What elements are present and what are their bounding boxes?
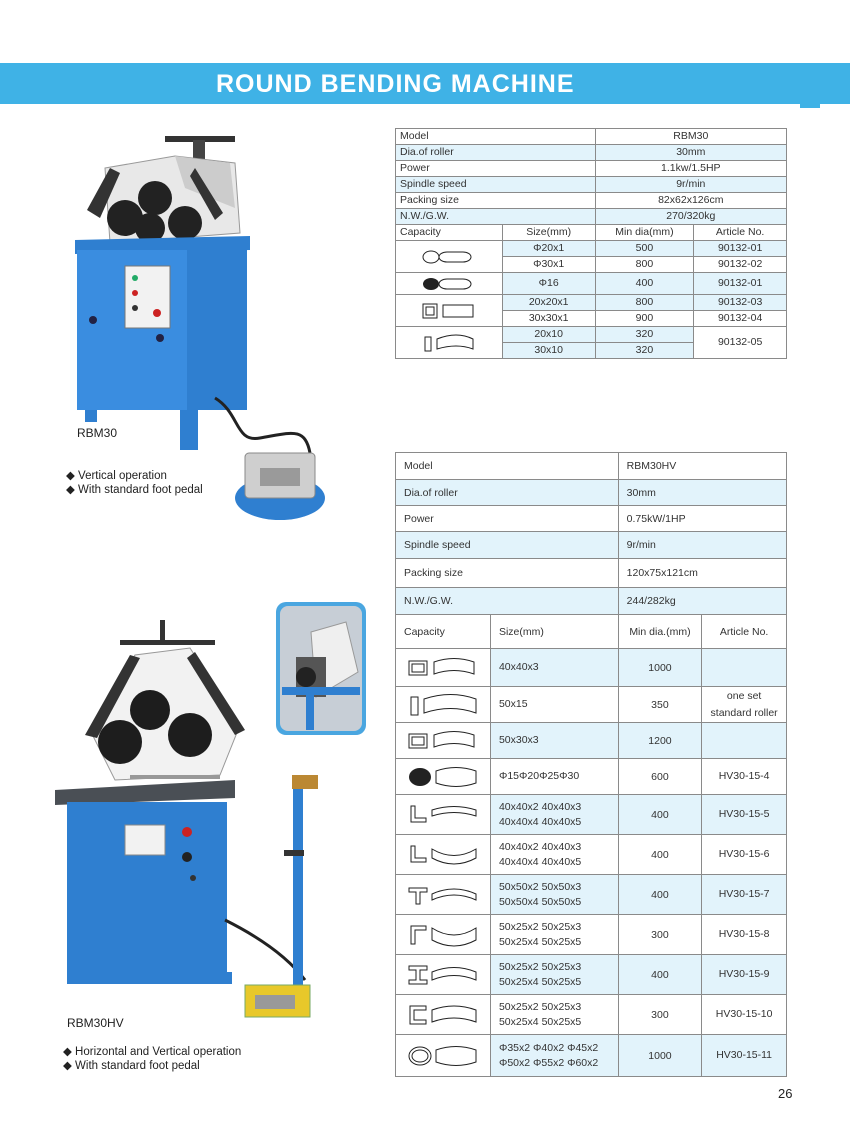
table-row	[396, 649, 787, 687]
table-row	[396, 875, 787, 915]
min-dia-cell: 400	[618, 955, 702, 995]
min-dia-cell: 300	[618, 995, 702, 1035]
spec-row: Spindle speed 9r/min	[396, 532, 787, 559]
min-dia-cell: 400	[618, 875, 702, 915]
rbm30hv-label: RBM30HV	[67, 1016, 124, 1030]
spec-row: Dia.of roller 30mm	[396, 480, 787, 506]
size-line: 50x25x2 50x25x3	[498, 960, 582, 973]
size-line: 50x25x4 50x25x5	[498, 1015, 582, 1028]
rbm30-label: RBM30	[77, 426, 118, 440]
tee-profile-icon	[396, 875, 491, 915]
article-line: HV30-15-9	[718, 968, 770, 980]
rbm30-features	[66, 469, 203, 497]
table-row: 30x10 320	[396, 343, 787, 359]
page-title: ROUND BENDING MACHINE	[216, 70, 575, 98]
spec-row: Packing size 120x75x121cm	[396, 559, 787, 588]
channel-in-profile-icon	[396, 915, 491, 955]
flat-profile-icon	[396, 687, 491, 723]
size-line: 50x25x2 50x25x3	[498, 1000, 582, 1013]
table-row	[396, 955, 787, 995]
title-banner	[0, 63, 850, 104]
size-line: 50x50x4 50x50x5	[498, 895, 582, 908]
size-line: 40x40x2 40x40x3	[498, 800, 582, 813]
size-line: 40x40x3	[498, 661, 539, 673]
capacity-header: Capacity Size(mm) Min dia(mm) Article No.	[396, 225, 787, 241]
rbm30-photo	[65, 128, 340, 523]
article-line: HV30-15-8	[718, 928, 770, 940]
size-line: Φ15Φ20Φ25Φ30	[498, 770, 580, 782]
article-line: HV30-15-4	[718, 770, 770, 782]
article-line: HV30-15-11	[716, 1049, 773, 1061]
min-dia-cell: 400	[618, 835, 702, 875]
size-line: 50x25x4 50x25x5	[498, 975, 582, 988]
rbm30hv-spec-table	[395, 452, 787, 1077]
feature-item: ◆ With standard foot pedal	[63, 1060, 200, 1072]
rbm30-spec-table	[395, 128, 787, 359]
size-line: Φ50x2 Φ55x2 Φ60x2	[498, 1056, 599, 1069]
table-row: Φ30x1 800 90132-02	[396, 257, 787, 273]
banner-tab	[800, 104, 820, 108]
table-row: 20x10 320 90132-05	[396, 327, 787, 343]
capacity-header: Capacity Size(mm) Min dia.(mm) Article No.	[396, 615, 787, 649]
spec-row: N.W./G.W. 244/282kg	[396, 588, 787, 615]
min-dia-cell: 1000	[618, 649, 702, 687]
size-line: 40x40x4 40x40x5	[498, 815, 582, 828]
spec-row: Spindle speed 9r/min	[396, 177, 787, 193]
spec-row: Power 1.1kw/1.5HP	[396, 161, 787, 177]
min-dia-cell: 300	[618, 915, 702, 955]
size-line: 50x15	[498, 698, 528, 710]
table-row	[396, 687, 787, 723]
article-line: standard roller	[710, 706, 778, 719]
article-line: HV30-15-10	[715, 1008, 773, 1020]
table-row	[396, 995, 787, 1035]
article-line: HV30-15-7	[718, 888, 770, 900]
table-row	[396, 759, 787, 795]
spec-row: Model RBM30	[396, 129, 787, 145]
square-tube-profile-icon	[396, 295, 503, 327]
tube-profile-icon	[396, 241, 503, 273]
channel-side-profile-icon	[396, 995, 491, 1035]
table-row	[396, 723, 787, 759]
angle-in-profile-icon	[396, 835, 491, 875]
article-line: HV30-15-5	[718, 808, 770, 820]
channel-out-profile-icon	[396, 955, 491, 995]
article-line: one set	[726, 689, 762, 702]
flat-bar-profile-icon	[396, 327, 503, 359]
table-row: 30x30x1 900 90132-04	[396, 311, 787, 327]
size-line: 50x25x4 50x25x5	[498, 935, 582, 948]
spec-row: Dia.of roller 30mm	[396, 145, 787, 161]
size-line: 40x40x4 40x40x5	[498, 855, 582, 868]
min-dia-cell: 1000	[618, 1035, 702, 1077]
table-row	[396, 835, 787, 875]
feature-item: ◆ Vertical operation	[66, 470, 167, 482]
size-line: 40x40x2 40x40x3	[498, 840, 582, 853]
spec-row: Model RBM30HV	[396, 453, 787, 480]
article-line: HV30-15-6	[718, 848, 770, 860]
table-row	[396, 795, 787, 835]
feature-item: ◆ With standard foot pedal	[66, 484, 203, 496]
rbm30hv-features	[63, 1045, 241, 1073]
rect-tube-profile-icon	[396, 649, 491, 687]
table-row: 20x20x1 800 90132-03	[396, 295, 787, 311]
solid-round-profile-icon	[396, 759, 491, 795]
min-dia-cell: 400	[618, 795, 702, 835]
page-number: 26	[778, 1086, 793, 1101]
spec-row: Packing size 82x62x126cm	[396, 193, 787, 209]
rect-tube-profile-icon	[396, 723, 491, 759]
size-line: 50x30x3	[498, 734, 539, 746]
spec-row: N.W./G.W. 270/320kg	[396, 209, 787, 225]
min-dia-cell: 600	[618, 759, 702, 795]
solid-bar-profile-icon	[396, 273, 503, 295]
size-line: 50x50x2 50x50x3	[498, 880, 582, 893]
size-line: 50x25x2 50x25x3	[498, 920, 582, 933]
angle-profile-icon	[396, 795, 491, 835]
table-row	[396, 915, 787, 955]
min-dia-cell: 350	[618, 687, 702, 723]
spec-row: Power 0.75kW/1HP	[396, 506, 787, 532]
table-row: Φ20x1 500 90132-01	[396, 241, 787, 257]
table-row: Φ16 400 90132-01	[396, 273, 787, 295]
ring-profile-icon	[396, 1035, 491, 1077]
rbm30hv-photo	[55, 620, 340, 1040]
feature-item: ◆ Horizontal and Vertical operation	[63, 1046, 242, 1058]
size-line: Φ35x2 Φ40x2 Φ45x2	[498, 1041, 599, 1054]
min-dia-cell: 1200	[618, 723, 702, 759]
table-row	[396, 1035, 787, 1077]
